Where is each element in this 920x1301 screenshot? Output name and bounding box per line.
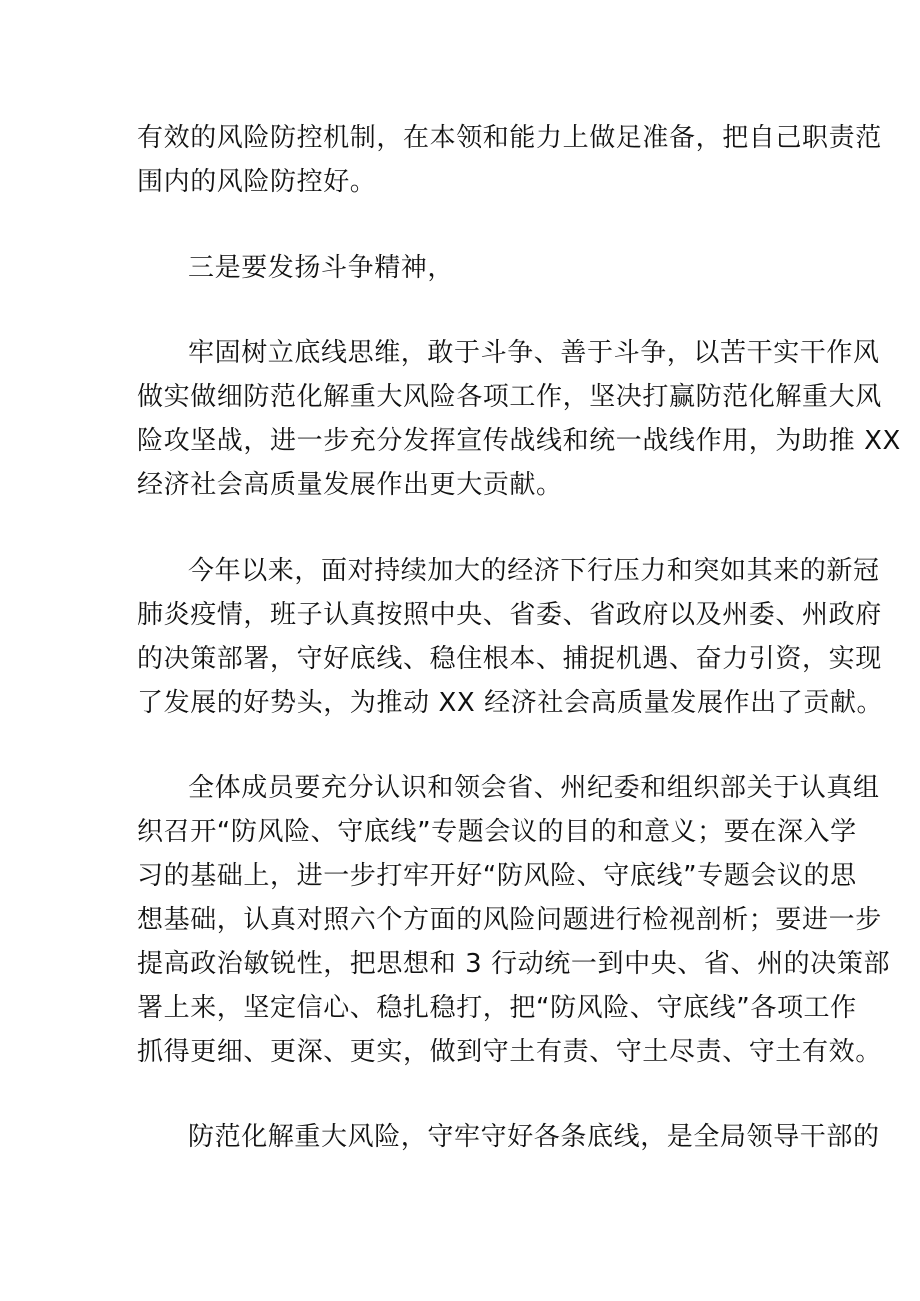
text-line: 围内的风险防控好。 — [137, 167, 377, 197]
paragraph-heading: 三是要发扬斗争精神， — [188, 253, 455, 283]
text-line: 抓得更细、更深、更实，做到守土有责、守土尽责、守土有效。 — [137, 1037, 882, 1067]
text-line: 今年以来，面对持续加大的经济下行压力和突如其来的新冠 — [188, 556, 880, 586]
text-line: 习的基础上，进一步打牢开好“防风险、守底线”专题会议的思 — [137, 861, 857, 891]
text-line: 了发展的好势头，为推动 XX 经济社会高质量发展作出了贡献。 — [137, 688, 884, 718]
text-line: 经济社会高质量发展作出更大贡献。 — [137, 470, 563, 500]
text-line: 织召开“防风险、守底线”专题会议的目的和意义；要在深入学 — [137, 817, 857, 847]
text-line: 险攻坚战，进一步充分发挥宣传战线和统一战线作用，为助推 XX — [137, 426, 901, 456]
text-line: 有效的风险防控机制，在本领和能力上做足准备，把自己职责范 — [137, 123, 882, 153]
text-line: 肺炎疫情，班子认真按照中央、省委、省政府以及州委、州政府 — [137, 600, 882, 630]
text-line: 提高政治敏锐性，把思想和 3 行动统一到中央、省、州的决策部 — [137, 949, 891, 979]
text-line: 做实做细防范化解重大风险各项工作，坚决打赢防范化解重大风 — [137, 382, 882, 412]
text-line: 的决策部署，守好底线、稳住根本、捕捉机遇、奋力引资，实现 — [137, 644, 882, 674]
text-line: 防范化解重大风险，守牢守好各条底线，是全局领导干部的 — [188, 1122, 880, 1152]
text-line: 署上来，坚定信心、稳扎稳打，把“防风险、守底线”各项工作 — [137, 993, 857, 1023]
text-line: 牢固树立底线思维，敢于斗争、善于斗争，以苦干实干作风 — [188, 338, 880, 368]
text-line: 全体成员要充分认识和领会省、州纪委和组织部关于认真组 — [188, 773, 880, 803]
text-line: 想基础，认真对照六个方面的风险问题进行检视剖析；要进一步 — [137, 905, 882, 935]
